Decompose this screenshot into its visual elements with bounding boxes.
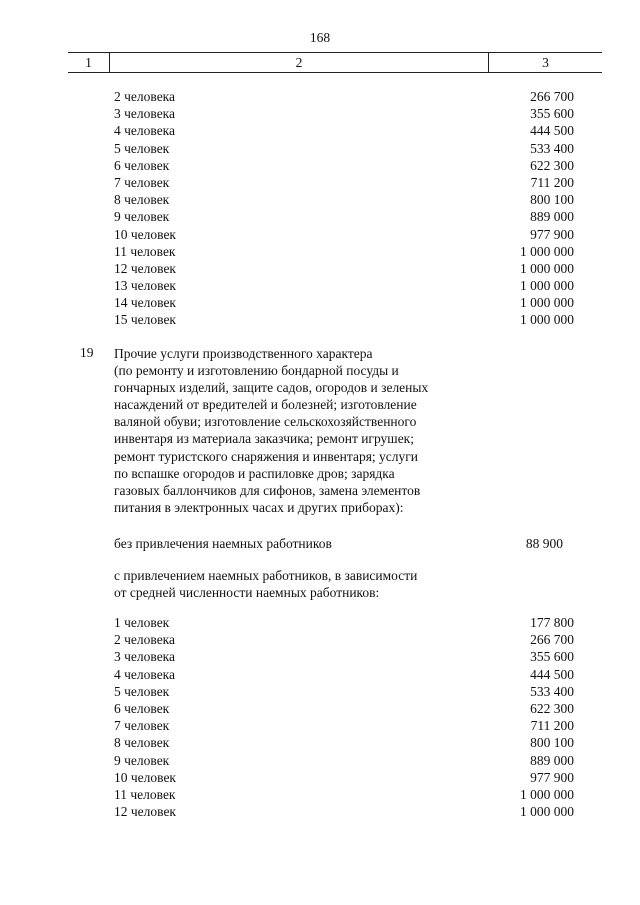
text-line: ремонт туристского снаряжения и инвентаря; услуги xyxy=(114,448,419,464)
row-label: 12 человек xyxy=(114,804,176,820)
table-row xyxy=(0,786,640,803)
table-row xyxy=(0,208,640,225)
row-value: 977 900 xyxy=(530,226,574,242)
text-line: валяной обуви; изготовление сельскохозяйственного xyxy=(114,414,417,430)
table-row xyxy=(0,311,640,328)
no-hire-value: 88 900 xyxy=(525,536,563,551)
page-number: 168 xyxy=(309,30,331,45)
table-row xyxy=(0,734,640,751)
row-label: 4 человека xyxy=(114,123,176,139)
row-label: 13 человек xyxy=(114,278,176,294)
row-label: 9 человек xyxy=(114,209,170,225)
row-value: 889 000 xyxy=(530,209,574,225)
table-row xyxy=(0,191,640,208)
table-row xyxy=(0,157,640,174)
table-row xyxy=(0,174,640,191)
text-line: инвентаря из материала заказчика; ремонт игрушек; xyxy=(114,431,414,447)
table-row xyxy=(0,277,640,294)
row-label: 3 человека xyxy=(114,106,176,122)
header-col-3: 3 xyxy=(542,55,549,70)
table-row xyxy=(0,648,640,665)
row-label: 6 человек xyxy=(114,700,170,716)
row-value: 977 900 xyxy=(530,769,574,785)
row-value: 1 000 000 xyxy=(520,295,574,311)
table-header xyxy=(68,52,602,73)
text-line: насаждений от вредителей и болезней; изготовление xyxy=(114,397,417,413)
table-row xyxy=(0,243,640,260)
table-row xyxy=(0,683,640,700)
table-row xyxy=(0,105,640,122)
row-label: 5 человек xyxy=(114,140,170,156)
table-row xyxy=(0,769,640,786)
row-label: 11 человек xyxy=(114,243,176,259)
row-label: 14 человек xyxy=(114,295,176,311)
row-label: 5 человек xyxy=(114,683,170,699)
text-line: с привлечением наемных работников, в зависимости xyxy=(114,568,418,583)
row-label: 3 человека xyxy=(114,649,176,665)
row-label: 8 человек xyxy=(114,735,170,751)
text-line: (по ремонту и изготовлению бондарной посуды и xyxy=(114,363,399,379)
row-value: 533 400 xyxy=(530,683,574,699)
header-col-2: 2 xyxy=(110,53,489,72)
row-value: 533 400 xyxy=(530,140,574,156)
text-line: Прочие услуги производственного характера xyxy=(114,346,373,361)
row-value: 622 300 xyxy=(530,157,574,173)
row-label: 15 человек xyxy=(114,312,176,328)
top-rows-list xyxy=(0,88,640,329)
row-value: 1 000 000 xyxy=(520,786,574,802)
section-description xyxy=(114,345,474,516)
row-label: 1 человек xyxy=(114,615,170,630)
table-row xyxy=(0,260,640,277)
bottom-rows-list xyxy=(0,614,640,820)
table-row xyxy=(0,226,640,243)
row-label: 7 человек xyxy=(114,718,170,734)
row-value: 444 500 xyxy=(530,666,574,682)
row-label: 11 человек xyxy=(114,786,176,802)
text-line: гончарных изделий, защите садов, огородов и зеленых xyxy=(114,380,429,396)
row-label: 6 человек xyxy=(114,157,170,173)
row-value: 622 300 xyxy=(530,700,574,716)
table-row xyxy=(0,122,640,139)
no-hire-label: без привлечения наемных работников xyxy=(114,536,332,551)
row-value: 889 000 xyxy=(530,752,574,768)
row-label: 2 человека xyxy=(114,89,176,104)
table-row xyxy=(0,294,640,311)
table-row xyxy=(0,88,640,105)
with-hire-description xyxy=(114,567,417,601)
row-value: 1 000 000 xyxy=(520,312,574,328)
row-value: 444 500 xyxy=(530,123,574,139)
row-label: 10 человек xyxy=(114,226,176,242)
row-value: 355 600 xyxy=(530,106,574,122)
table-row xyxy=(0,700,640,717)
text-line: от средней численности наемных работников: xyxy=(114,585,380,601)
table-row xyxy=(0,631,640,648)
row-value: 800 100 xyxy=(530,735,574,751)
text-line: питания в электронных часах и других приборах): xyxy=(114,499,404,515)
row-value: 177 800 xyxy=(530,615,574,630)
table-row xyxy=(0,140,640,157)
row-label: 10 человек xyxy=(114,769,176,785)
row-label: 8 человек xyxy=(114,192,170,208)
row-value: 266 700 xyxy=(530,632,574,648)
header-col-1: 1 xyxy=(68,53,110,72)
row-value: 1 000 000 xyxy=(520,804,574,820)
no-hire-row xyxy=(0,535,640,552)
row-value: 1 000 000 xyxy=(520,278,574,294)
table-row xyxy=(0,666,640,683)
text-line: по вспашке огородов и распиловке дров; зарядка xyxy=(114,465,395,481)
row-label: 12 человек xyxy=(114,260,176,276)
text-line: газовых баллончиков для сифонов, замена элементов xyxy=(114,482,421,498)
row-value: 711 200 xyxy=(530,718,574,734)
table-row xyxy=(0,717,640,734)
row-value: 1 000 000 xyxy=(520,260,574,276)
table-row xyxy=(0,614,640,631)
row-value: 266 700 xyxy=(530,89,574,104)
section-number: 19 xyxy=(80,345,94,360)
row-value: 711 200 xyxy=(530,174,574,190)
row-label: 7 человек xyxy=(114,174,170,190)
row-value: 1 000 000 xyxy=(520,243,574,259)
row-label: 2 человека xyxy=(114,632,176,648)
row-value: 800 100 xyxy=(530,192,574,208)
table-row xyxy=(0,752,640,769)
table-row xyxy=(0,803,640,820)
row-label: 9 человек xyxy=(114,752,170,768)
row-label: 4 человека xyxy=(114,666,176,682)
row-value: 355 600 xyxy=(530,649,574,665)
